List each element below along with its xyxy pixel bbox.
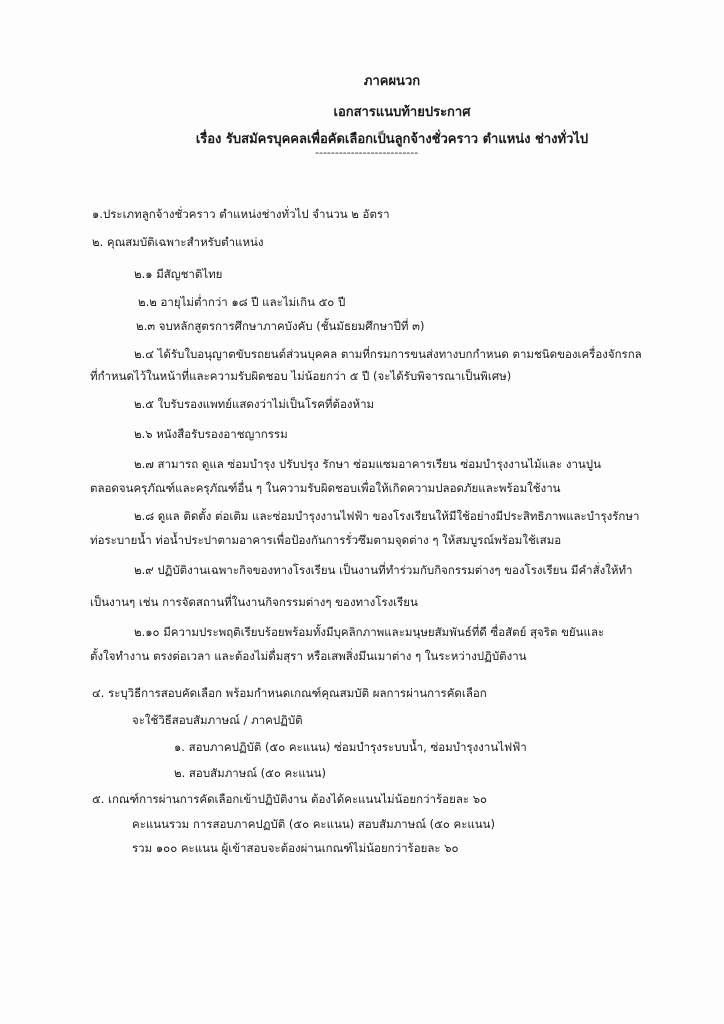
item-2-2: ๒.๒ อายุไม่ต่ำกว่า ๑๘ ปี และไม่เกิน ๕๐ ปี [138, 295, 346, 309]
item-2-10-line2: ตั้งใจทำงาน ตรงต่อเวลา และต้องไม่ดื่มสุรา หรือเสพสิ่งมึนเมาต่าง ๆ ในระหว่างปฏิบัติงาน [90, 649, 527, 663]
item-2-10-line1: ๒.๑๐ มีความประพฤติเรียบร้อยพร้อมทั้งมีบุคลิกภาพและมนุษยสัมพันธ์ที่ดี ซื่อสัตย์ สุจริต ขยันและ [134, 625, 605, 639]
item-2-7-line2: ตลอดจนครุภัณฑ์และครุภัณฑ์อื่น ๆ ในความรับผิดชอบเพื่อให้เกิดความปลอดภัยและพร้อมใช้งาน [90, 481, 561, 495]
section-4-item-2: ๒. สอบสัมภาษณ์ (๕๐ คะแนน) [174, 766, 327, 780]
item-2-7-line1: ๒.๗ สามารถ ดูแล ซ่อมบำรุง ปรับปรุง รักษา ซ่อมแซมอาคารเรียน ซ่อมบำรุงงานไม้และ งานปูน [134, 457, 601, 471]
item-2-8-line2: ท่อระบายน้ำ ท่อน้ำประปาตามอาคารเพื่อป้องกันการรั่วซึมตามจุดต่าง ๆ ให้สมบูรณ์พร้อมใช้เสมอ [90, 533, 562, 547]
item-2-5: ๒.๕ ใบรับรองแพทย์แสดงว่าไม่เป็นโรคที่ต้องห้าม [134, 397, 375, 411]
section-5-line2: รวม ๑๐๐ คะแนน ผู้เข้าสอบจะต้องผ่านเกณฑ์ไม่น้อยกว่าร้อยละ ๖๐ [132, 841, 459, 855]
section-5-line1: คะแนนรวม การสอบภาคปฏบัติ (๕๐ คะแนน) สอบสัมภาษณ์ (๕๐ คะแนน) [132, 817, 496, 831]
section-4-method: จะใช้วิธีสอบสัมภาษณ์ / ภาคปฏิบัติ [132, 713, 303, 727]
item-2-9-line1: ๒.๙ ปฏิบัติงานเฉพาะกิจของทางโรงเรียน เป็นงานที่ทำร่วมกับกิจกรรมต่างๆ ของโรงเรียน มีคำสั่งให้ทำ [134, 563, 633, 577]
section-4-item-1: ๑. สอบภาคปฏิบัติ (๕๐ คะแนน) ซ่อมบำรุงระบบน้ำ, ซ่อมบำรุงงานไฟฟ้า [174, 740, 527, 754]
section-2-heading: ๒. คุณสมบัติเฉพาะสำหรับตำแหน่ง [92, 235, 264, 249]
document-title: ภาคผนวก [363, 74, 421, 89]
item-2-3: ๒.๓ จบหลักสูตรการศึกษาภาคบังคับ (ชั้นมัธยมศึกษาปีที่ ๓) [136, 319, 425, 333]
divider-rule: -------------------------- [315, 146, 419, 159]
item-2-4-line1: ๒.๔ ได้รับใบอนุญาตขับรถยนต์ส่วนบุคคล ตามที่กรมการขนส่งทางบกกำหนด ตามชนิดของเครื่องจักรกล [134, 347, 642, 361]
document-subject: เรื่อง รับสมัครบุคคลเพื่อคัดเลือกเป็นลูกจ้างชั่วคราว ตำแหน่ง ช่างทั่วไป [195, 132, 589, 147]
document-subtitle: เอกสารแนบท้ายประกาศ [333, 105, 471, 120]
item-2-8-line1: ๒.๘ ดูแล ติดตั้ง ต่อเติม และซ่อมบำรุงงานไฟฟ้า ของโรงเรียนให้มีใช้อย่างมีประสิทธิภาพและบำรุงรักษา [134, 509, 640, 523]
section-5-heading: ๕. เกณฑ์การผ่านการคัดเลือกเข้าปฏิบัติงาน ต้องได้คะแนนไม่น้อยกว่าร้อยละ ๖๐ [92, 792, 488, 806]
section-1: ๑.ประเภทลูกจ้างชั่วคราว ตำแหน่งช่างทั่วไป จำนวน ๒ อัตรา [92, 207, 390, 221]
item-2-1: ๒.๑ มีสัญชาติไทย [134, 267, 223, 281]
item-2-6: ๒.๖ หนังสือรับรองอาชญากรรม [134, 427, 288, 441]
section-4-heading: ๔. ระบุวิธีการสอบคัดเลือก พร้อมกำหนดเกณฑ์คุณสมบัติ ผลการผ่านการคัดเลือก [92, 686, 487, 700]
item-2-4-line2: ที่กำหนดไว้ในหน้าที่และความรับผิดชอบ ไม่น้อยกว่า ๕ ปี (จะได้รับพิจารณาเป็นพิเศษ) [90, 369, 512, 383]
item-2-9-line2: เป็นงานๆ เช่น การจัดสถานที่ในงานกิจกรรมต่างๆ ของทางโรงเรียน [90, 595, 418, 609]
